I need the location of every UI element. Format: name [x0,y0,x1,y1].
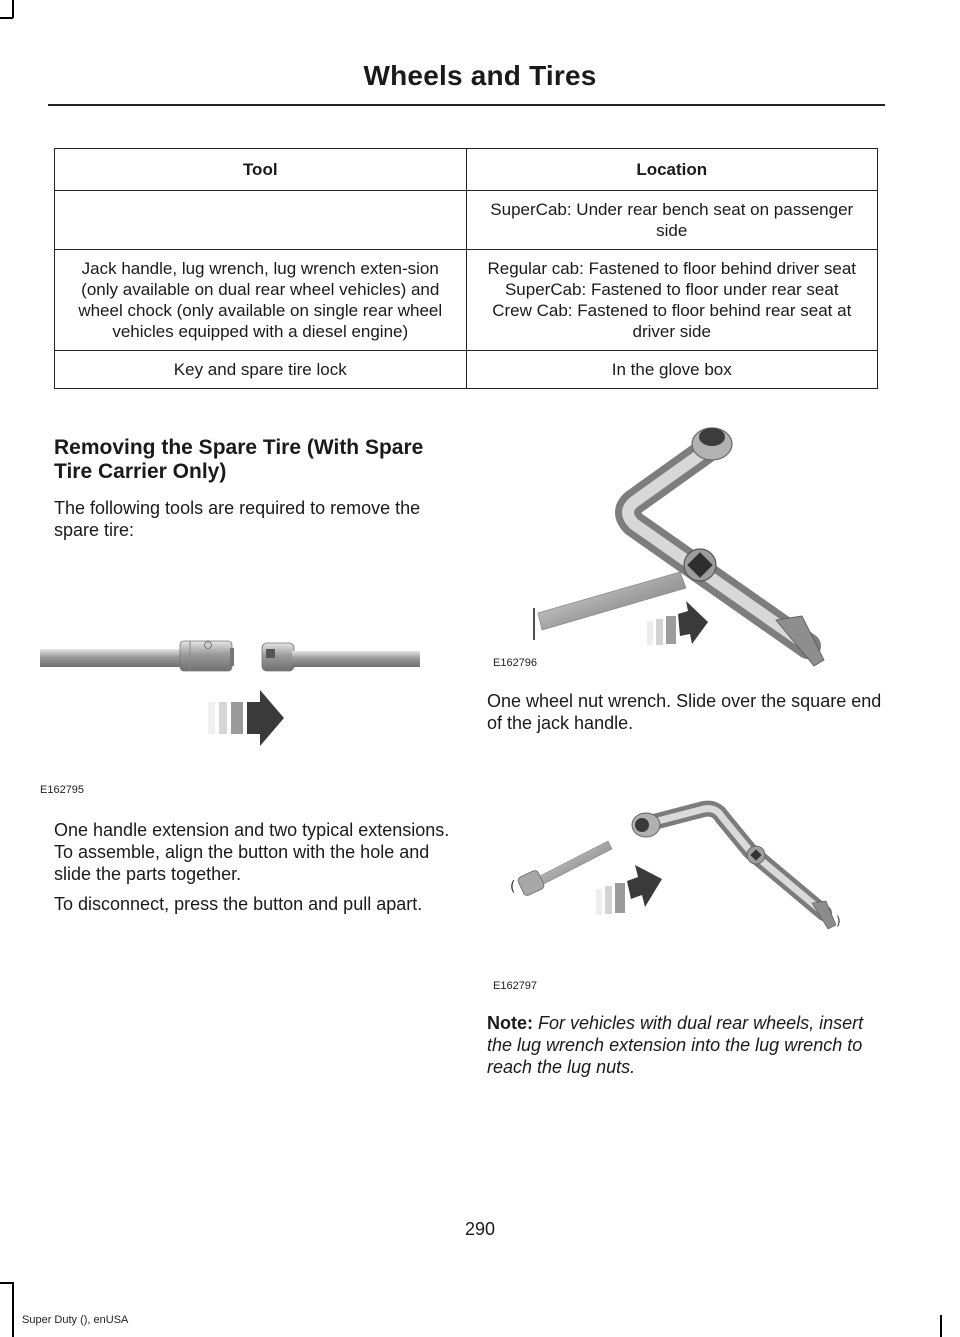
figure-code: E162795 [40,784,85,796]
footer-doc-info: Super Duty (), enUSA [22,1314,129,1326]
location-cell [466,250,878,351]
svg-text:(: ( [510,879,516,895]
figure-code: E162796 [493,657,538,669]
note-label: Note: [487,1013,533,1033]
column-header-location: Location [466,149,878,191]
tool-cell [55,351,467,389]
tool-line: Key and spare tire lock [173,360,347,379]
note-paragraph [487,1012,882,1078]
extension-drawing [40,605,460,800]
location-line: In the glove box [611,360,732,379]
crop-mark [0,17,13,19]
disconnect-paragraph: To disconnect, press the button and pull apart. [54,894,423,914]
crop-mark [12,0,14,18]
table-row [55,351,878,389]
extension-caption: One handle extension and two typical extensions. To assemble, align the button with the hole and slide the parts together. [54,820,450,884]
wheel-nut-wrench-illustration [490,420,835,672]
location-cell [466,351,878,389]
extension-illustration [40,605,460,800]
svg-text:): ) [836,914,841,928]
lug-extension-drawing [490,795,850,975]
tool-line: Jack handle, lug wrench, lug wrench exten-sion (only available on dual rear wheel vehicles) and wheel chock (only available on single rear wheel vehicles equipped with a diesel engine) [78,259,443,341]
location-line: SuperCab: Fastened to floor under rear seat [504,280,839,299]
location-line: SuperCab: Under rear bench seat on passenger side [490,200,854,240]
table-row [55,191,878,250]
page-title: Wheels and Tires [363,60,597,91]
tool-cell [55,191,467,250]
wrench-drawing [490,420,835,672]
figure-code: E162797 [493,980,538,992]
crop-mark [0,1282,13,1284]
tools-table [54,148,878,389]
table-row [55,250,878,351]
section-heading: Removing the Spare Tire (With Spare Tire Carrier Only) [54,436,424,483]
page-number: 290 [464,1219,496,1239]
tool-cell [55,250,467,351]
crop-mark [12,1282,14,1337]
location-line: Crew Cab: Fastened to floor behind rear seat at driver side [492,301,852,341]
table-header-row [55,149,878,191]
wrench-caption: One wheel nut wrench. Slide over the square end of the jack handle. [487,691,882,733]
location-cell [466,191,878,250]
title-divider [48,104,885,106]
column-header-tool: Tool [55,149,467,191]
lug-extension-illustration [490,795,850,995]
intro-paragraph: The following tools are required to remove the spare tire: [54,498,421,540]
location-line: Regular cab: Fastened to floor behind driver seat [487,259,857,278]
note-text: For vehicles with dual rear wheels, insert the lug wrench extension into the lug wrench to reach the lug nuts. [487,1013,864,1077]
crop-mark [940,1315,942,1337]
